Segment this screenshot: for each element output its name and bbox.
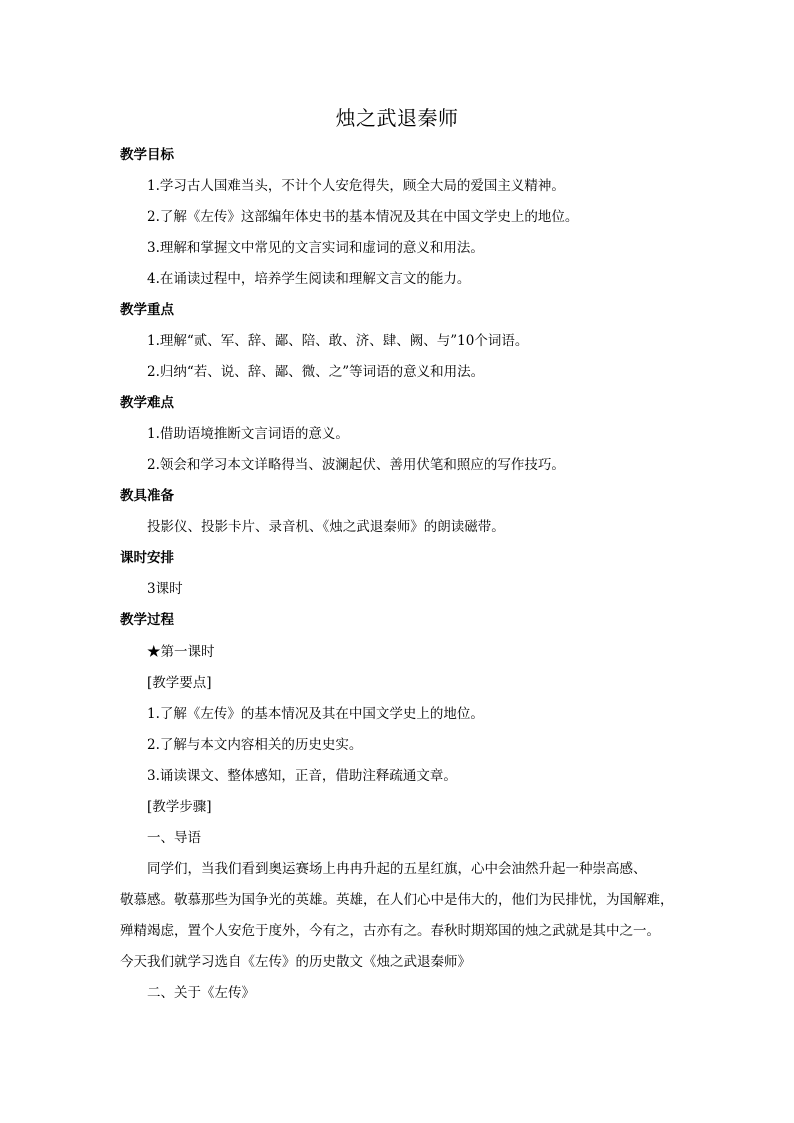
section-heading-goals: 教学目标: [120, 147, 174, 163]
teaching-key-item-3: 3.诵读课文、整体感知，正音，借助注释疏通文章。: [147, 768, 457, 784]
step-1-title: 一、导语: [147, 830, 201, 846]
goal-item-3: 3.理解和掌握文中常见的文言实词和虚词的意义和用法。: [147, 240, 484, 256]
difficulty-item-1: 1.借助语境推断文言词语的意义。: [147, 426, 349, 442]
section-heading-difficulties: 教学难点: [120, 395, 174, 411]
schedule-text: 3课时: [147, 581, 183, 597]
lesson-1-label: ★第一课时: [147, 644, 215, 660]
section-heading-schedule: 课时安排: [120, 550, 174, 566]
goal-item-1: 1.学习古人国难当头，不计个人安危得失，顾全大局的爱国主义精神。: [147, 178, 565, 194]
goal-item-4: 4.在诵读过程中，培养学生阅读和理解文言文的能力。: [147, 271, 471, 287]
document-title: 烛之武退秦师: [335, 106, 459, 130]
difficulty-item-2: 2.领会和学习本文详略得当、波澜起伏、善用伏笔和照应的写作技巧。: [147, 457, 565, 473]
goal-item-2: 2.了解《左传》这部编年体史书的基本情况及其在中国文学史上的地位。: [147, 209, 579, 225]
teaching-key-item-1: 1.了解《左传》的基本情况及其在中国文学史上的地位。: [147, 706, 484, 722]
intro-paragraph-line-2: 敬慕感。敬慕那些为国争光的英雄。英雄，在人们心中是伟大的，他们为民排忧，为国解难，: [120, 892, 674, 908]
teaching-key-item-2: 2.了解与本文内容相关的历史史实。: [147, 737, 363, 753]
section-heading-materials: 教具准备: [120, 488, 174, 504]
teaching-steps-label: [教学步骤]: [147, 799, 212, 815]
section-heading-key-points: 教学重点: [120, 302, 174, 318]
step-2-title: 二、关于《左传》: [147, 985, 255, 1001]
teaching-key-label: [教学要点]: [147, 675, 212, 691]
intro-paragraph-line-1: 同学们，当我们看到奥运赛场上冉冉升起的五星红旗，心中会油然升起一种崇高感、: [147, 861, 647, 877]
intro-paragraph-line-4: 今天我们就学习选自《左传》的历史散文《烛之武退秦师》: [120, 954, 471, 970]
intro-paragraph-line-3: 殚精竭虑，置个人安危于度外，今有之，古亦有之。春秋时期郑国的烛之武就是其中之一。: [120, 923, 660, 939]
section-heading-process: 教学过程: [120, 612, 174, 628]
materials-text: 投影仪、投影卡片、录音机、《烛之武退秦师》的朗读磁带。: [147, 519, 505, 535]
key-point-item-1: 1.理解“贰、军、辞、鄙、陪、敢、济、肆、阙、与”10个词语。: [147, 333, 529, 349]
key-point-item-2: 2.归纳“若、说、辞、鄙、微、之”等词语的意义和用法。: [147, 364, 485, 380]
